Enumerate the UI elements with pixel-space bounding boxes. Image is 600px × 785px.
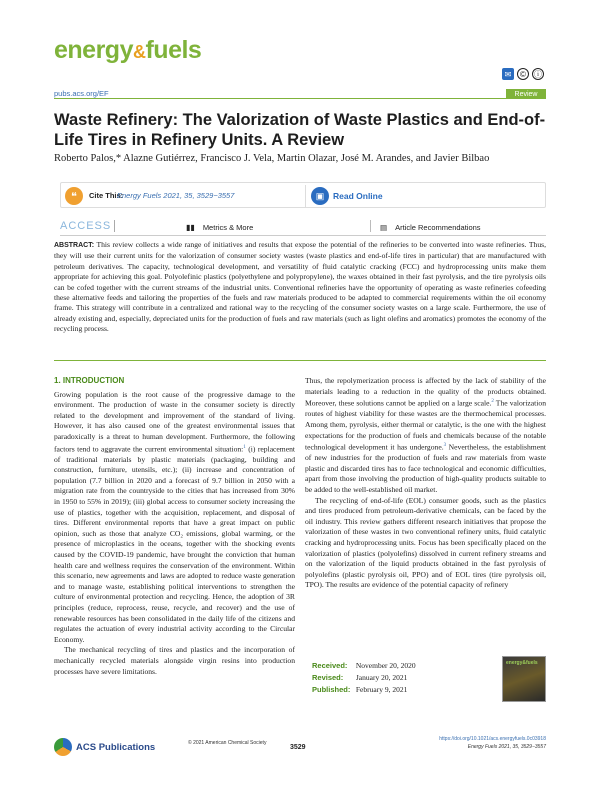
published-date: February 9, 2021	[355, 685, 408, 694]
left-column	[54, 376, 295, 677]
reference-link[interactable]: 3	[443, 443, 447, 449]
cover-title: energy&fuels	[506, 660, 538, 666]
cc-icon: ©	[517, 68, 529, 80]
page-footer	[54, 730, 546, 760]
revised-label: Revised:	[312, 673, 344, 682]
paragraph: The mechanical recycling of tires and plastics and the incorporation of mechanically recycled materials alongside virgin resins into production processes have severe limitations.	[54, 645, 295, 676]
document-icon: ▤	[380, 223, 388, 232]
access-bar	[60, 218, 546, 236]
paragraph: Growing population is the root cause of the progressive damage to the environment. The production of waste in the consumer society is directly related to the development and improvement of the standard of living. However, it has also caused one of the greatest environmental issues that paradoxically is a threat to human development. Furthermore, the following factors tend to aggravate the current environmental situation:$^1$ (i) replacement of traditional materials by plastic materials (packaging, building and construction, furniture, utensils, etc.); (ii) increase and concentration of population (7.7 billion in 2020 and a forecast of 9.7 billion in 2050 with a migration rate from the countryside to the cities that has increased from 30% in 1950 to 55% in 2019); (iii) global access to consumer society increasing the use of plastics, together with the acquisition, replacement, and disposal of tires. Different environmental reports that have a great impact on public opinion, such as those that analyze CO₂ emissions, global warming, or the presence of microplastics in the oceans, together with the shocking events caused by the COVID-19 pandemic, have brought the conviction that human health care and wellness requires the conservation of the environment. Within this scenario, new agreements and laws are adopted to reduce waste generation and to manage waste, establishing political interventions to strengthen the culture of environmental protection and recycling. Hence, the adoption of 3R principles (reduce, reprocess, reuse, recycle, and recover) and the use of renewable resources has been consolidated in the daily life of the citizens and regulates the actuation of every industrial activity according to the Circular Economy.	[54, 389, 295, 644]
header-divider	[54, 98, 546, 99]
section-heading: 1. INTRODUCTION	[54, 376, 125, 385]
cite-reference[interactable]: Energy Fuels 2021, 35, 3529−3557	[117, 191, 235, 200]
read-online-link[interactable]: Read Online	[333, 191, 383, 201]
cite-separator	[305, 185, 306, 207]
published-label: Published:	[312, 685, 351, 694]
access-divider	[114, 220, 115, 232]
reference-link[interactable]: 1	[243, 444, 246, 450]
article-title: Waste Refinery: The Valorization of Waste Plastics and End-of-Life Tires in Refinery Units. A Review	[54, 111, 546, 149]
received-label: Received:	[312, 661, 348, 670]
article-type-badge: Review	[506, 89, 546, 99]
page-number: 3529	[290, 744, 306, 751]
metrics-label: Metrics & More	[202, 223, 254, 232]
recommendations-link[interactable]	[380, 223, 481, 232]
journal-url[interactable]: pubs.acs.org/EF	[54, 89, 109, 98]
cite-box	[60, 182, 546, 208]
cc-by-icon: ⓘ	[534, 69, 542, 79]
copyright: © 2021 American Chemical Society	[188, 740, 267, 746]
publication-dates	[312, 660, 416, 696]
publisher-name: ACS Publications	[76, 741, 156, 753]
license-icons	[502, 68, 544, 80]
journal-name-part1: energy	[54, 36, 133, 64]
read-online-icon[interactable]: ▣	[311, 187, 329, 205]
reference-link[interactable]: 2	[491, 399, 494, 405]
abstract-divider	[54, 360, 546, 361]
paragraph: Thus, the repolymerization process is affected by the lack of stability of the materials leading to a reduction in the quality of the products obtained. Moreover, these solutions cannot be applied on a large scale.$^2$ The valorization routes of highest viability for these wastes are the thermochemical processes. Among them, pyrolysis, either thermal or catalytic, is the one with the highest expectations for the production of fuels and chemicals because of the notable technological development it has undergone.$^3$ Nevertheless, the establishment of new industries for the production of fuels and raw materials from waste plastic and discarded tires has to face technological and economic difficulties, apart from those involving the production of high-quality products suitable to be added to the well-established oil market.	[305, 376, 546, 494]
access-rule	[60, 235, 546, 236]
paragraph: The recycling of end-of-life (EOL) consumer goods, such as the plastics and tires produced from petroleum-derivative chemicals, can be faced by the oil industry. This review gathers different research initiatives that propose the valorization of these wastes in two conventional refinery units, fluid catalytic cracking and hydroprocessing units. Focus has been specifically placed on the valorization of plastics (polyolefins) dissolved in current refinery streams and on the valorization of the liquid products obtained in the fast pyrolysis of polyolefins (plastic pyrolysis oil, PPO) and of EOL tires (tire pyrolysis oil, TPO). The results are evidence of the potential capacity of refinery	[305, 495, 546, 590]
right-column	[305, 376, 546, 591]
abstract	[54, 240, 546, 335]
access-label: ACCESS	[60, 220, 112, 232]
access-divider-2	[370, 220, 371, 232]
journal-name-part2: fuels	[145, 36, 202, 64]
bar-chart-icon: ▮▮	[186, 223, 195, 232]
revised-date: January 20, 2021	[355, 673, 408, 682]
abstract-label: ABSTRACT:	[54, 242, 95, 249]
author-list: Roberto Palos,* Alazne Gutiérrez, Francisco J. Vela, Martin Olazar, José M. Arandes, and Javier Bilbao	[54, 153, 490, 164]
acs-logo-icon	[54, 738, 72, 756]
journal-amp: &	[132, 42, 146, 62]
metrics-link[interactable]	[186, 223, 253, 232]
quote-icon: ❝	[65, 187, 83, 205]
recommendations-label: Article Recommendations	[395, 223, 481, 232]
acs-publications-logo[interactable]	[54, 738, 155, 756]
journal-cover-thumbnail[interactable]	[502, 656, 546, 702]
received-date: November 20, 2020	[355, 661, 416, 670]
acs-open-icon: ✉	[502, 68, 514, 80]
abstract-text: This review collects a wide range of initiatives and results that expose the potential of the refineries to be converted into waste refineries. Thus, they will use their current units for the valorization of consumer society wastes (waste plastics and end-of-life tires in particular) that are manufactured with petroleum derivatives. The capacity, technological development, and versatility of fluid catalytic cracking (FCC) and hydroprocessing units make them appropriate for achieving this goal. Polyolefinic plastics (polyethylene and polypropylene), the waxes obtained in their fast pyrolysis, and the tire pyrolysis oils can be cofed together with the current streams of the industrial units. Conventional refineries have the opportunity of operating as waste refineries cofeeding these alternative feeds and tailoring the properties of the fuels and raw materials produced to be adapted to commercial requirements within the oil economy frame. This strategy will contribute in a centralized and rational way to the recycling of the consumer society wastes on a large scale. Furthermore, the use of already existing and, especially, depreciated units for the production of fuels and raw materials (such as light olefins and aromatics) promotes the economy of the recycling process.	[54, 240, 546, 334]
cite-label: Cite This:	[89, 191, 124, 200]
journal-logo[interactable]	[54, 36, 201, 65]
doi-link[interactable]: https://doi.org/10.1021/acs.energyfuels.0c03918	[439, 736, 546, 742]
footer-citation: Energy Fuels 2021, 35, 3529−3557	[467, 744, 546, 750]
